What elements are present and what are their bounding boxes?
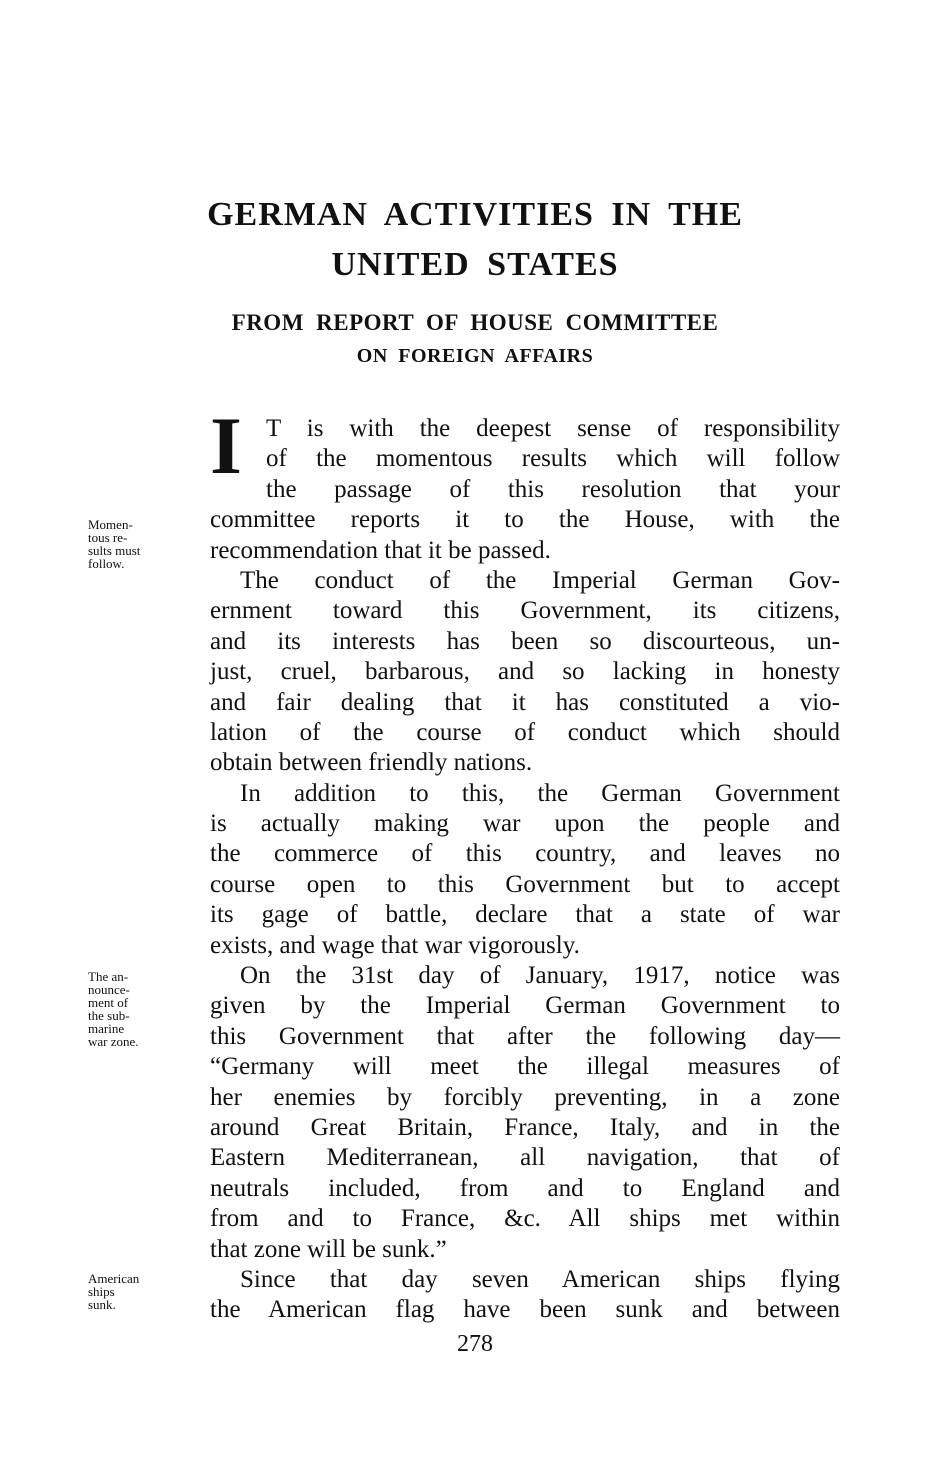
side-note-momentous-results: Momen- tous re- sults must follow.	[88, 517, 141, 571]
text-line: course open to this Government but to accept	[210, 870, 840, 898]
text-line: the commerce of this country, and leaves no	[210, 840, 840, 868]
text-line: and its interests has been so discourteous, un-	[210, 627, 840, 655]
text-line: committee reports it to the House, with the	[210, 506, 840, 534]
text-line: recommendation that it be passed.	[210, 536, 551, 564]
title-line-2: UNITED STATES	[331, 246, 619, 283]
text-line: from and to France, &c. All ships met within	[210, 1205, 840, 1233]
text-line: Since that day seven American ships flying	[240, 1265, 840, 1293]
text-line: Eastern Mediterranean, all navigation, that of	[210, 1144, 840, 1172]
side-note-american-ships-sunk: American ships sunk.	[88, 1271, 140, 1312]
text-line: On the 31st day of January, 1917, notice was	[240, 962, 840, 990]
text-line: the passage of this resolution that your	[266, 475, 840, 503]
text-line: obtain between friendly nations.	[210, 749, 533, 777]
text-line: the American flag have been sunk and between	[210, 1296, 840, 1324]
text-line: given by the Imperial German Government to	[210, 992, 840, 1020]
text-line: just, cruel, barbarous, and so lacking in honesty	[210, 658, 840, 686]
text-line: that zone will be sunk.”	[210, 1235, 447, 1263]
title-line-1: GERMAN ACTIVITIES IN THE	[207, 196, 743, 233]
text-line: ernment toward this Government, its citizens,	[210, 597, 840, 625]
text-line: neutrals included, from and to England and	[210, 1174, 840, 1202]
text-line: exists, and wage that war vigorously.	[210, 931, 580, 959]
text-line: The conduct of the Imperial German Gov-	[240, 566, 840, 594]
text-line: its gage of battle, declare that a state of war	[210, 901, 840, 929]
subtitle-line-2: ON FOREIGN AFFAIRS	[356, 345, 594, 367]
text-line: lation of the course of conduct which should	[210, 718, 840, 746]
drop-cap: I	[210, 400, 242, 491]
text-line: T is with the deepest sense of responsibility	[266, 415, 840, 442]
subtitle-line-1: FROM REPORT OF HOUSE COMMITTEE	[231, 310, 719, 335]
text-line: her enemies by forcibly preventing, in a zone	[210, 1083, 840, 1111]
text-line: and fair dealing that it has constituted a vio-	[210, 688, 840, 716]
text-line: In addition to this, the German Government	[240, 779, 840, 807]
page-number: 278	[457, 1331, 493, 1357]
text-line: is actually making war upon the people and	[210, 810, 840, 838]
body-text	[210, 400, 840, 1326]
text-line: “Germany will meet the illegal measures of	[210, 1053, 840, 1081]
side-note-submarine-war-zone: The an- nounce- ment of the sub- marine war zone.	[88, 969, 139, 1049]
text-line: around Great Britain, France, Italy, and in the	[210, 1113, 840, 1141]
text-line: this Government that after the following day—	[210, 1022, 840, 1050]
text-line: of the momentous results which will follow	[266, 445, 840, 473]
